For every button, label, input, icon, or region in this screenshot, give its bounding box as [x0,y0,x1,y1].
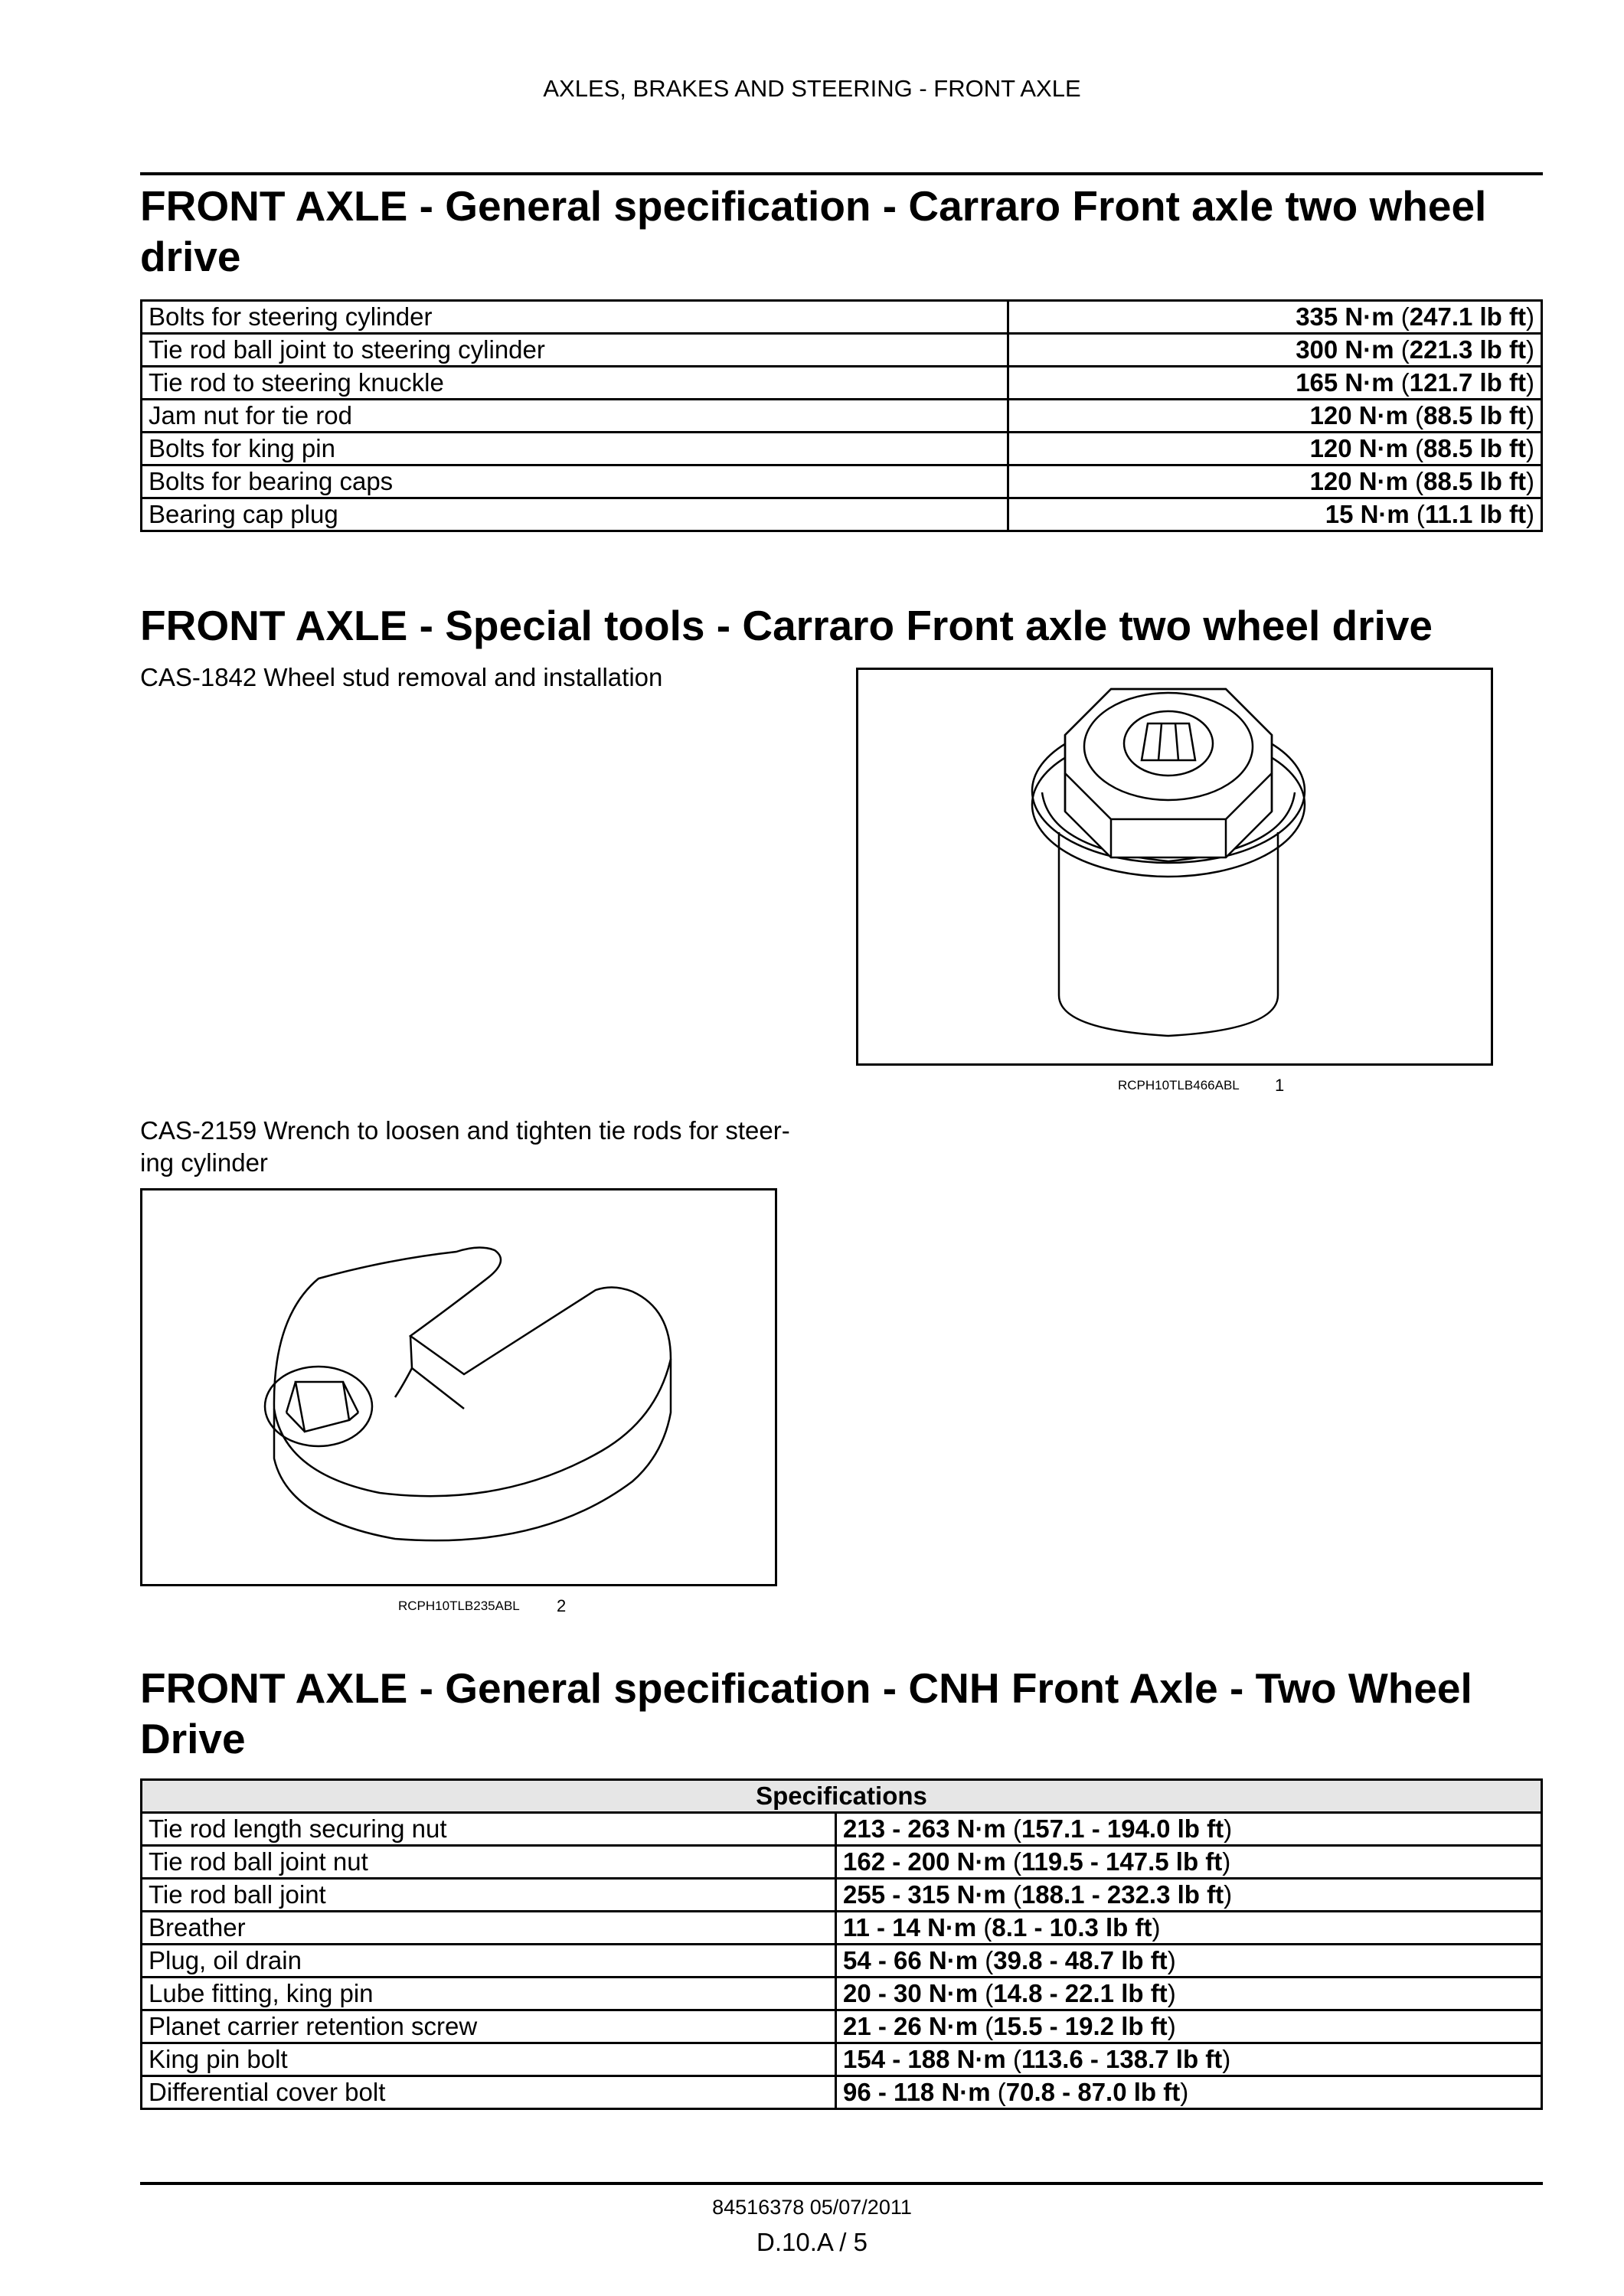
spec-value-cell: 120 N·m (88.5 lb ft) [1008,433,1541,465]
torque-metric: 20 - 30 N·m [843,1979,979,2007]
bottom-rule [140,2182,1543,2185]
spec-item: Differential cover bolt [142,2076,836,2109]
spec-value-cell: 21 - 26 N·m (15.5 - 19.2 lb ft) [836,2010,1542,2043]
open-end-wrench-illustration-icon [142,1190,775,1584]
spec-row [142,498,1542,531]
section1-title: FRONT AXLE - General specification - Carraro Front axle two wheel drive [140,182,1487,280]
torque-metric: 162 - 200 N·m [843,1847,1006,1876]
torque-metric: 154 - 188 N·m [843,2045,1006,2073]
spec-row [142,2043,1542,2076]
spec-value-cell: 300 N·m (221.3 lb ft) [1008,334,1541,367]
torque-metric: 300 N·m [1296,335,1394,364]
torque-metric: 120 N·m [1309,467,1408,495]
spec-row [142,301,1542,334]
figure-2-ref: RCPH10TLB235ABL [398,1599,520,1613]
figure-2 [140,1188,777,1586]
spec-item: King pin bolt [142,2043,836,2076]
spec-row [142,1846,1542,1879]
socket-tool-illustration-icon [858,670,1491,1063]
spec-value-cell: 120 N·m (88.5 lb ft) [1008,465,1541,498]
torque-metric: 255 - 315 N·m [843,1880,1006,1909]
torque-imperial: 88.5 lb ft [1423,401,1526,429]
figure-1-ref: RCPH10TLB466ABL [1118,1078,1240,1092]
footer-page-number: D.10.A / 5 [756,2228,868,2256]
torque-imperial: 121.7 lb ft [1409,368,1526,397]
spec-row [142,367,1542,400]
spec-item: Lube fitting, king pin [142,1978,836,2010]
tool-1-label: CAS-1842 Wheel stud removal and installation [140,663,663,691]
section3-title: FRONT AXLE - General specification - CNH Front Axle - Two Wheel Drive [140,1664,1472,1762]
spec-value-cell: 213 - 263 N·m (157.1 - 194.0 lb ft) [836,1813,1542,1846]
torque-imperial: 39.8 - 48.7 lb ft [993,1946,1168,1974]
torque-metric: 21 - 26 N·m [843,2012,979,2040]
carraro-spec-table [140,299,1543,532]
torque-metric: 165 N·m [1296,368,1394,397]
torque-metric: 120 N·m [1309,434,1408,462]
torque-imperial: 221.3 lb ft [1409,335,1526,364]
torque-imperial: 11.1 lb ft [1424,500,1526,528]
spec-value-cell: 120 N·m (88.5 lb ft) [1008,400,1541,433]
spec-table-header: Specifications [142,1780,1542,1813]
spec-value-cell: 154 - 188 N·m (113.6 - 138.7 lb ft) [836,2043,1542,2076]
torque-imperial: 88.5 lb ft [1423,434,1526,462]
torque-imperial: 157.1 - 194.0 lb ft [1021,1814,1224,1843]
spec-row [142,1813,1542,1846]
spec-item: Bearing cap plug [142,498,1008,531]
spec-item: Tie rod ball joint nut [142,1846,836,1879]
spec-value-cell: 335 N·m (247.1 lb ft) [1008,301,1541,334]
spec-value-cell: 11 - 14 N·m (8.1 - 10.3 lb ft) [836,1912,1542,1945]
spec-row [142,2010,1542,2043]
spec-row [142,400,1542,433]
cnh-spec-table [140,1778,1543,2110]
spec-row [142,334,1542,367]
torque-imperial: 119.5 - 147.5 lb ft [1021,1847,1223,1876]
spec-item: Bolts for bearing caps [142,465,1008,498]
top-rule [140,172,1543,175]
spec-item: Tie rod length securing nut [142,1813,836,1846]
torque-metric: 96 - 118 N·m [843,2078,991,2106]
torque-imperial: 14.8 - 22.1 lb ft [993,1979,1168,2007]
spec-item: Plug, oil drain [142,1945,836,1978]
spec-row [142,1945,1542,1978]
spec-row [142,1879,1542,1912]
tool-2-label: CAS-2159 Wrench to loosen and tighten tie rods for steer- ing cylinder [140,1116,790,1177]
torque-imperial: 70.8 - 87.0 lb ft [1005,2078,1181,2106]
torque-metric: 54 - 66 N·m [843,1946,979,1974]
spec-item: Bolts for steering cylinder [142,301,1008,334]
spec-row [142,1912,1542,1945]
spec-item: Tie rod ball joint to steering cylinder [142,334,1008,367]
spec-value-cell: 15 N·m (11.1 lb ft) [1008,498,1541,531]
spec-row [142,465,1542,498]
spec-row [142,433,1542,465]
torque-imperial: 88.5 lb ft [1423,467,1526,495]
torque-metric: 120 N·m [1309,401,1408,429]
torque-metric: 335 N·m [1296,302,1394,331]
torque-metric: 11 - 14 N·m [843,1913,977,1942]
torque-imperial: 247.1 lb ft [1409,302,1526,331]
torque-metric: 15 N·m [1325,500,1410,528]
figure-1 [856,668,1493,1066]
spec-item: Bolts for king pin [142,433,1008,465]
figure-2-number: 2 [557,1596,567,1615]
spec-value-cell: 54 - 66 N·m (39.8 - 48.7 lb ft) [836,1945,1542,1978]
spec-item: Tie rod ball joint [142,1879,836,1912]
torque-imperial: 15.5 - 19.2 lb ft [993,2012,1168,2040]
section2-title: FRONT AXLE - Special tools - Carraro Front axle two wheel drive [140,602,1433,649]
footer-doc-code: 84516378 05/07/2011 [712,2196,912,2219]
spec-item: Tie rod to steering knuckle [142,367,1008,400]
figure-1-number: 1 [1275,1076,1285,1095]
spec-value-cell: 162 - 200 N·m (119.5 - 147.5 lb ft) [836,1846,1542,1879]
torque-metric: 213 - 263 N·m [843,1814,1006,1843]
spec-row [142,1978,1542,2010]
spec-value-cell: 255 - 315 N·m (188.1 - 232.3 lb ft) [836,1879,1542,1912]
spec-value-cell: 96 - 118 N·m (70.8 - 87.0 lb ft) [836,2076,1542,2109]
spec-item: Jam nut for tie rod [142,400,1008,433]
spec-item: Breather [142,1912,836,1945]
spec-row [142,2076,1542,2109]
torque-imperial: 113.6 - 138.7 lb ft [1021,2045,1223,2073]
spec-value-cell: 165 N·m (121.7 lb ft) [1008,367,1541,400]
torque-imperial: 188.1 - 232.3 lb ft [1021,1880,1224,1909]
torque-imperial: 8.1 - 10.3 lb ft [992,1913,1152,1942]
spec-value-cell: 20 - 30 N·m (14.8 - 22.1 lb ft) [836,1978,1542,2010]
running-header: AXLES, BRAKES AND STEERING - FRONT AXLE [543,75,1081,102]
spec-item: Planet carrier retention screw [142,2010,836,2043]
